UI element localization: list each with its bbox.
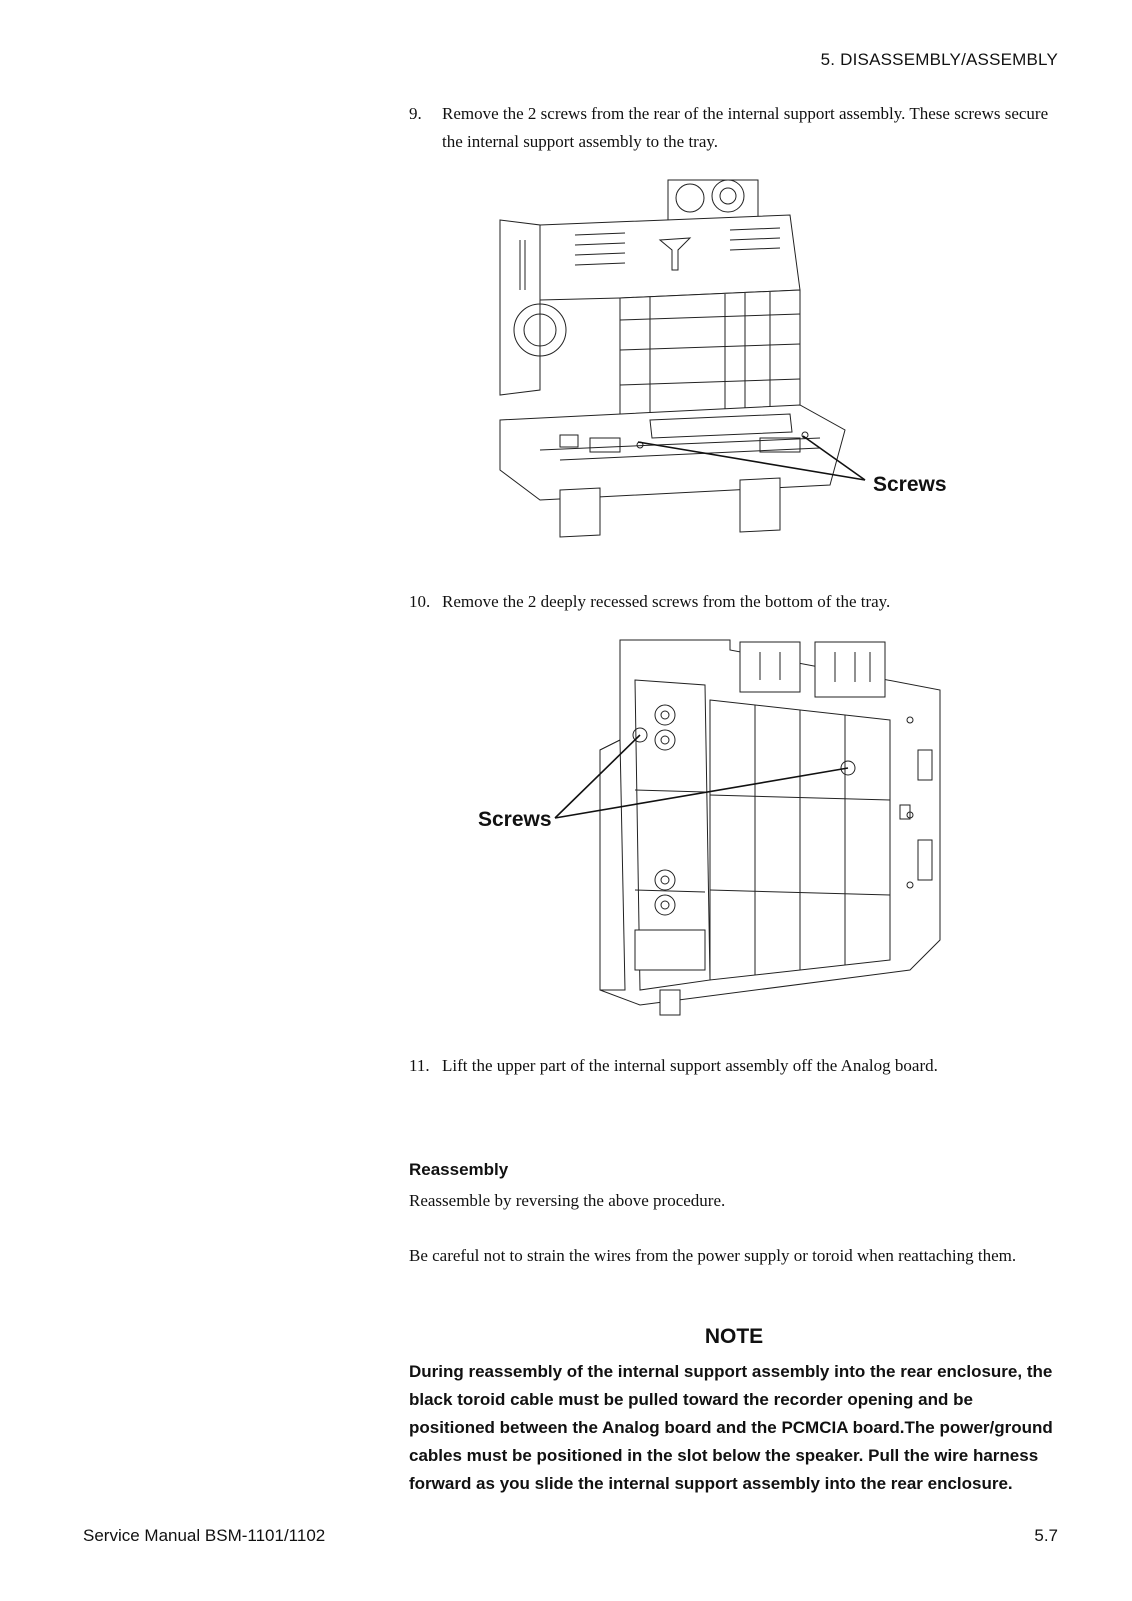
step-text: Lift the upper part of the internal support assembly off the Analog board. <box>442 1056 938 1075</box>
reassembly-paragraph-1: Reassemble by reversing the above procedure. <box>409 1191 726 1210</box>
reassembly-paragraph-2: Be careful not to strain the wires from the power supply or toroid when reattaching them. <box>409 1246 1017 1265</box>
step-text: Remove the 2 screws from the rear of the internal support assembly. These screws secure the internal support assembly to the tray. <box>442 104 1049 151</box>
figure-internal-support-rear <box>500 180 980 550</box>
note-body: During reassembly of the internal support assembly into the rear enclosure, the black toroid cable must be pulled toward the recorder opening and be positioned between the Analog board and the PCMCIA board.The power/ground cables must be positioned in the slot below the speaker. Pull the wire harness forward as you slide the internal support assembly into the rear enclosure. <box>409 1362 1053 1493</box>
figure-tray-bottom <box>470 640 970 1040</box>
step-11 <box>409 1052 1059 1082</box>
footer-manual-title: Service Manual BSM-1101/1102 <box>83 1526 326 1545</box>
step-number: 11. <box>409 1056 430 1075</box>
step-9 <box>409 100 1059 160</box>
step-number: 9. <box>409 104 422 123</box>
step-text: Remove the 2 deeply recessed screws from the bottom of the tray. <box>442 592 891 611</box>
reassembly-heading: Reassembly <box>409 1160 509 1179</box>
section-header: 5. DISASSEMBLY/ASSEMBLY <box>820 50 1058 69</box>
step-number: 10. <box>409 592 431 611</box>
screws-callout-label: Screws <box>478 808 552 831</box>
footer-page-number: 5.7 <box>1034 1526 1058 1545</box>
note-title: NOTE <box>704 1325 764 1348</box>
tray-illustration <box>470 640 970 1040</box>
screws-callout-label: Screws <box>873 473 947 496</box>
step-10 <box>409 588 1059 618</box>
